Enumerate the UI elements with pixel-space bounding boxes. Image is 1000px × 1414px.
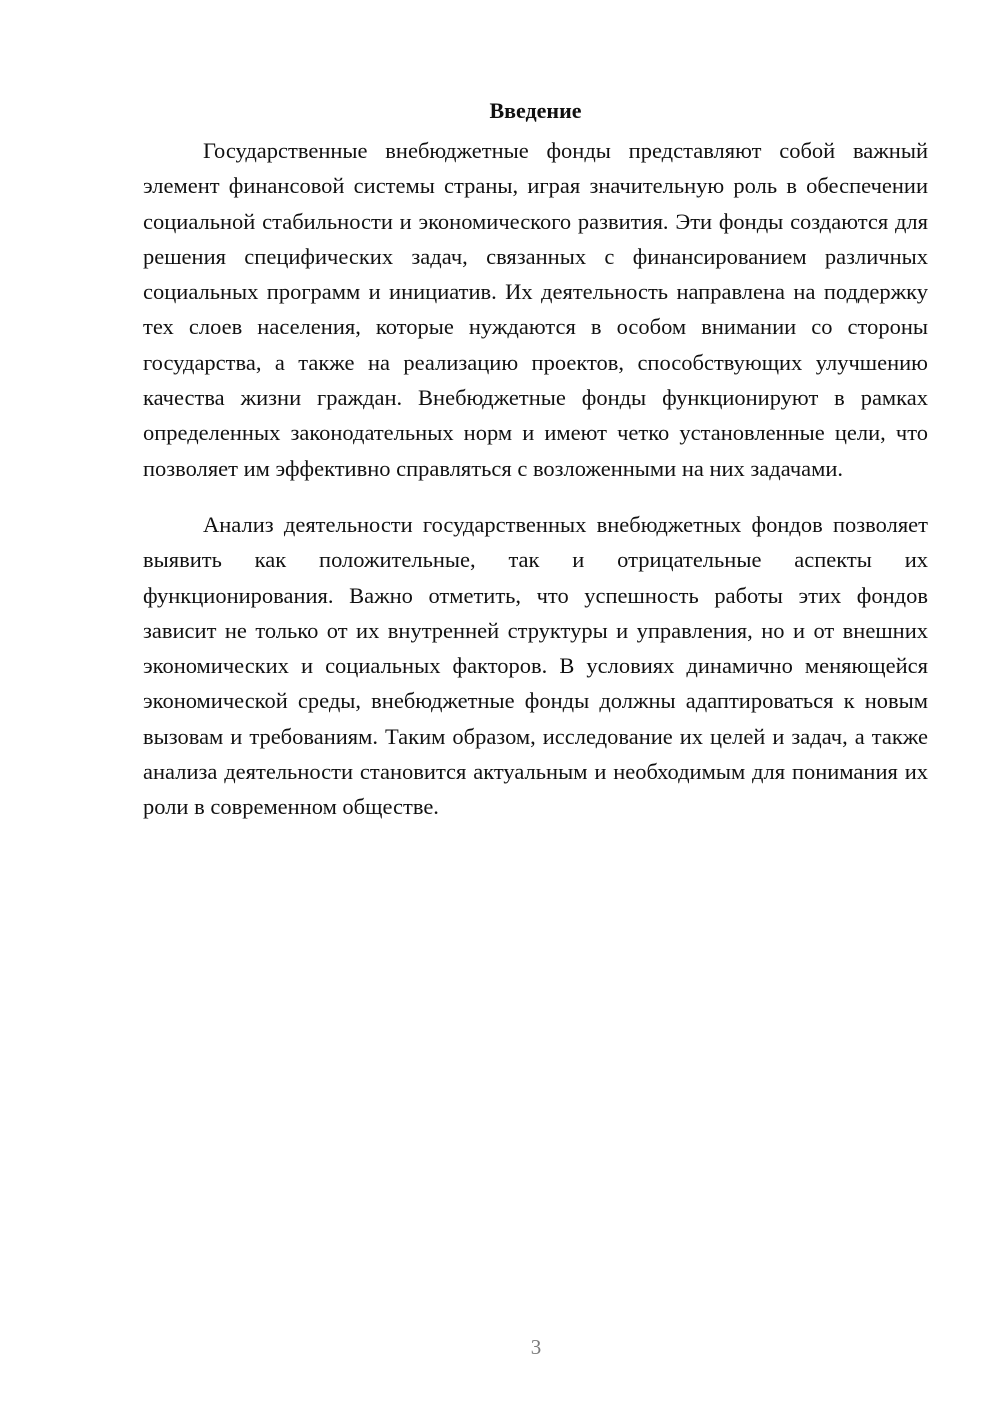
section-heading: Введение <box>489 98 582 123</box>
page-content <box>143 97 928 825</box>
paragraph-1: Государственные внебюджетные фонды представляют собой важный элемент финансовой системы страны, играя значительную роль в обеспечении социальной стабильности и экономического развития. Эти фонды создаются для решения специфических задач, связанных с финансированием различных социальных программ и инициатив. Их деятельность направлена на поддержку тех слоев населения, которые нуждаются в особом внимании со стороны государства, а также на реализацию проектов, способствующих улучшению качества жизни граждан. Внебюджетные фонды функционируют в рамках определенных законодательных норм и имеют четко установленные цели, что позволяет им эффективно справляться с возложенными на них задачами. <box>143 138 928 481</box>
paragraph-2: Анализ деятельности государственных внебюджетных фондов позволяет выявить как положительные, так и отрицательные аспекты их функционирования. Важно отметить, что успешность работы этих фондов зависит не только от их внутренней структуры и управления, но и от внешних экономических и социальных факторов. В условиях динамично меняющейся экономической среды, внебюджетные фонды должны адаптироваться к новым вызовам и требованиям. Таким образом, исследование их целей и задач, а также анализа деятельности становится актуальным и необходимым для понимания их роли в современном обществе. <box>143 511 928 820</box>
page-number: 3 <box>530 1335 542 1359</box>
